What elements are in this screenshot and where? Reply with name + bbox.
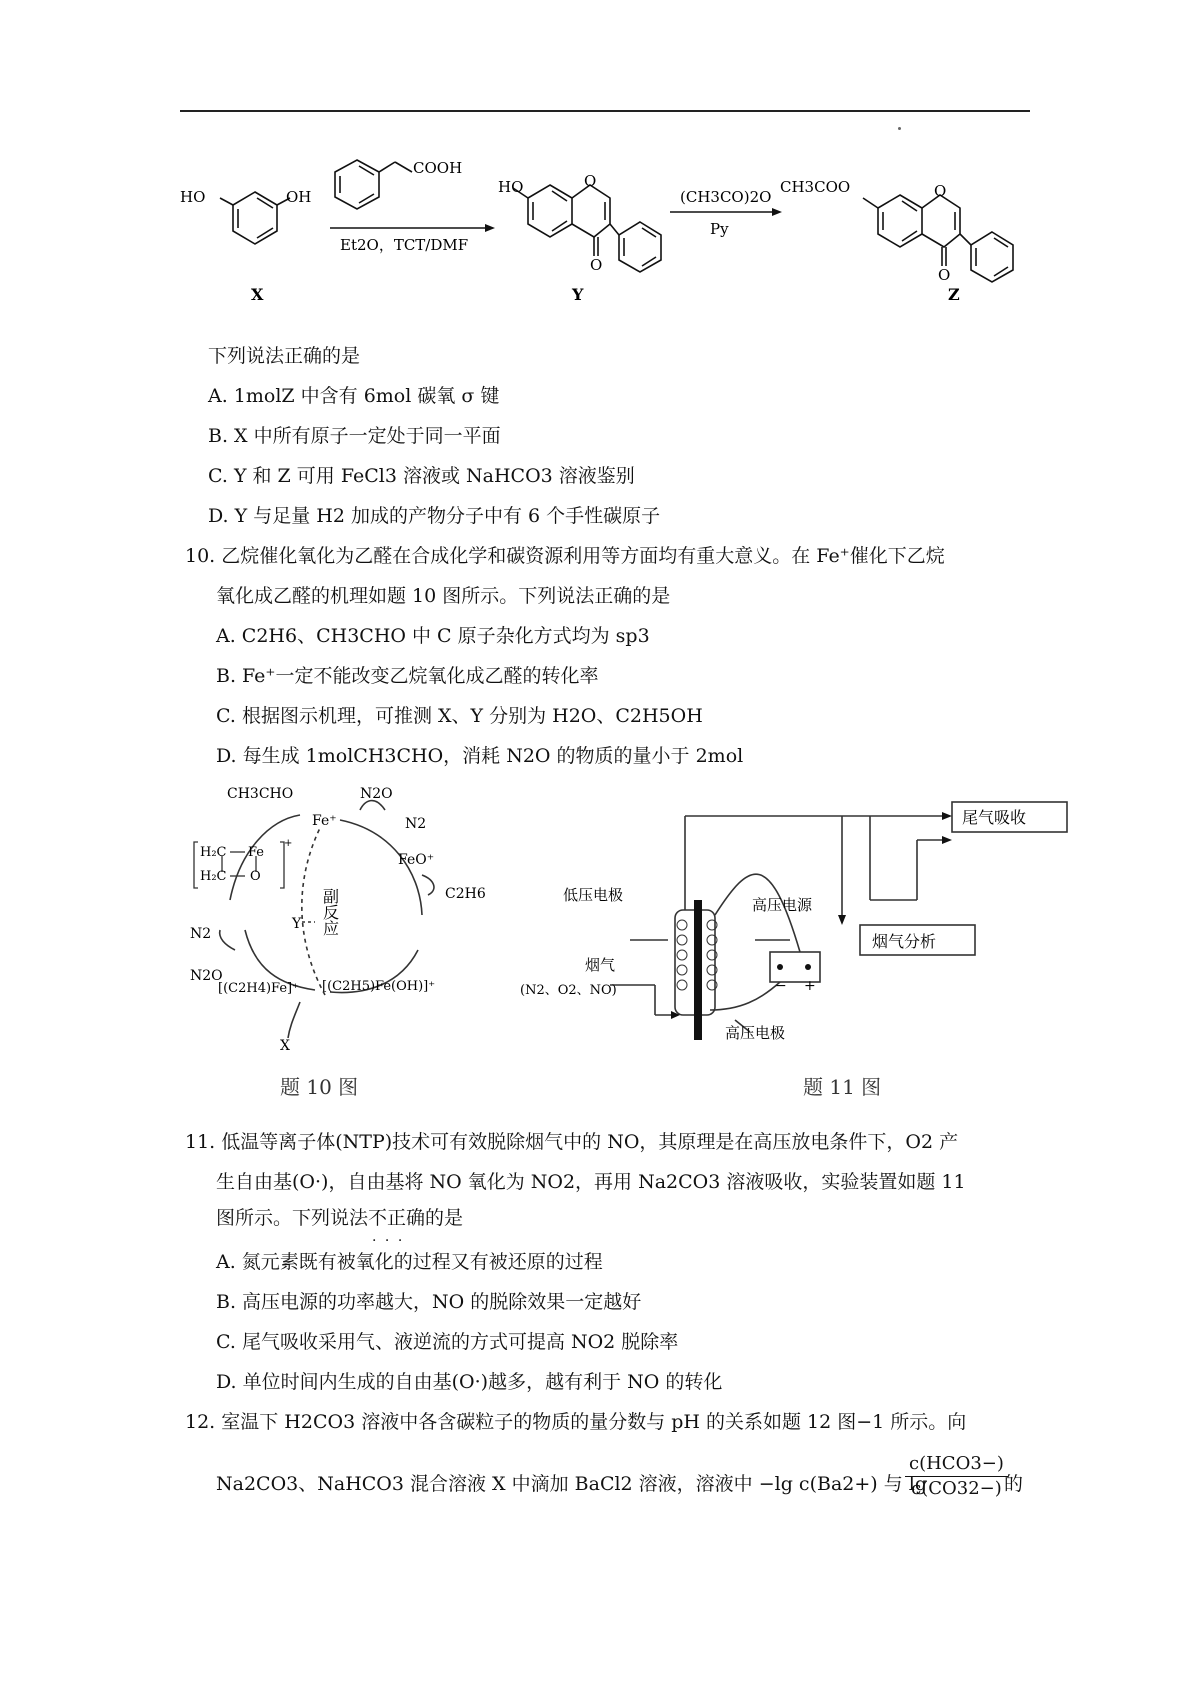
q11-line1: 11. 低温等离子体(NTP)技术可有效脱除烟气中的 NO，其原理是在高压放电条件下，O2 产 — [185, 1131, 959, 1153]
header-rule — [180, 110, 1030, 112]
fig11-flue-composition: (N2、O2、NO) — [520, 983, 617, 998]
q9-option-b: B. X 中所有原子一定处于同一平面 — [208, 425, 501, 447]
fig10-side-reaction: 副反应 — [320, 888, 340, 936]
reagent2-bottom: Py — [710, 220, 729, 238]
svg-text:H₂C: H₂C — [200, 869, 227, 884]
q11-line2: 生自由基(O·)，自由基将 NO 氧化为 NO2，再用 Na2CO3 溶液吸收，实验装置如题 11 — [216, 1171, 966, 1193]
q12-fraction-numerator: c(HCO3−) — [905, 1452, 1008, 1477]
fig11-hv-electrode: 高压电极 — [725, 1024, 786, 1040]
q10-line1: 10. 乙烷催化氧化为乙醛在合成化学和碳资源利用等方面均有重大意义。在 Fe⁺催化下乙烷 — [185, 545, 945, 567]
y-carbonyl-o: O — [590, 256, 603, 274]
reagent1-conditions: Et2O，TCT/DMF — [340, 236, 469, 254]
fig11-flue-analysis: 烟气分析 — [872, 932, 937, 951]
fig10-fe: Fe⁺ — [312, 813, 337, 829]
fig11-minus: − — [775, 978, 787, 994]
q10-line2: 氧化成乙醛的机理如题 10 图所示。下列说法正确的是 — [216, 585, 671, 607]
q10-option-b: B. Fe⁺一定不能改变乙烷氧化成乙醛的转化率 — [216, 665, 599, 687]
y-ring-o: O — [584, 172, 597, 190]
x-oh-right: OH — [286, 188, 312, 206]
q10-option-c: C. 根据图示机理，可推测 X、Y 分别为 H2O、C2H5OH — [216, 705, 703, 727]
fig11-plus: + — [804, 978, 816, 994]
q9-option-d: D. Y 与足量 H2 加成的产物分子中有 6 个手性碳原子 — [208, 505, 661, 527]
q11-option-d: D. 单位时间内生成的自由基(O·)越多，越有利于 NO 的转化 — [216, 1371, 723, 1393]
q9-stem: 下列说法正确的是 — [208, 345, 361, 367]
q10-option-a: A. C2H6、CH3CHO 中 C 原子杂化方式均为 sp3 — [216, 625, 650, 647]
q12-fraction-denominator: c(CO32−) — [911, 1478, 1002, 1499]
q11-option-b: B. 高压电源的功率越大，NO 的脱除效果一定越好 — [216, 1291, 642, 1313]
label-y: Y — [572, 285, 584, 304]
reaction-scheme — [180, 140, 1120, 320]
z-acetoxy: CH3COO — [780, 178, 851, 196]
fig10-n2-left: N2 — [190, 926, 212, 942]
fig10-ch3cho: CH3CHO — [227, 786, 294, 802]
label-x: X — [251, 285, 264, 304]
x-oh-left: HO — [180, 188, 206, 206]
z-ring-o: O — [934, 182, 947, 200]
label-z: Z — [948, 285, 960, 304]
q12-line2-end: 的 — [1004, 1473, 1024, 1495]
reagent2-top: (CH3CO)2O — [680, 188, 772, 206]
fig11-flue-gas: 烟气 — [585, 956, 616, 974]
fig10-feo: FeO⁺ — [398, 852, 435, 868]
fig10-n2-top: N2 — [405, 816, 427, 832]
fig10-mechanism — [190, 780, 490, 1050]
q10-option-d: D. 每生成 1molCH3CHO，消耗 N2O 的物质的量小于 2mol — [216, 745, 744, 767]
fig11-low-electrode: 低压电极 — [563, 886, 624, 904]
q9-option-a: A. 1molZ 中含有 6mol 碳氧 σ 键 — [208, 385, 500, 407]
scan-dot — [898, 127, 901, 130]
svg-text:H₂C: H₂C — [200, 845, 227, 860]
fig11-caption: 题 11 图 — [803, 1075, 882, 1099]
reagent-cooh: COOH — [413, 159, 463, 177]
q11-emphasis: 不正确 · · · — [368, 1207, 425, 1229]
q9-option-c: C. Y 和 Z 可用 FeCl3 溶液或 NaHCO3 溶液鉴别 — [208, 465, 635, 487]
fig10-c2h4fe: [(C2H4)Fe]⁺ — [218, 981, 299, 996]
y-ho: HO — [498, 178, 524, 196]
fig10-n2o-top: N2O — [360, 786, 393, 802]
fig11-apparatus — [520, 800, 1080, 1040]
fig11-tail-gas: 尾气吸收 — [962, 808, 1027, 827]
fig10-caption: 题 10 图 — [280, 1075, 359, 1099]
fig10-x: X — [280, 1038, 290, 1050]
q11-line3: 图所示。下列说法不正确 · · ·的是 — [216, 1206, 463, 1230]
fig10-y: Y — [292, 916, 302, 932]
fig10-c2h6: C2H6 — [445, 886, 486, 902]
q12-line1: 12. 室温下 H2CO3 溶液中各含碳粒子的物质的量分数与 pH 的关系如题 12 图−1 所示。向 — [185, 1411, 967, 1433]
fig11-hv-source: 高压电源 — [752, 896, 813, 914]
fig10-n2o-left: N2O — [190, 968, 223, 984]
q11-option-c: C. 尾气吸收采用气、液逆流的方式可提高 NO2 脱除率 — [216, 1331, 679, 1353]
fig10-c2h5feoh: [(C2H5)Fe(OH)]⁺ — [322, 979, 436, 994]
svg-text:+: + — [284, 838, 293, 849]
q12-fraction — [905, 1452, 1008, 1501]
q11-option-a: A. 氮元素既有被氧化的过程又有被还原的过程 — [216, 1251, 603, 1273]
z-carbonyl-o: O — [938, 266, 951, 284]
q12-line2: Na2CO3、NaHCO3 混合溶液 X 中滴加 BaCl2 溶液，溶液中 −lg c(Ba2+) 与 lg — [216, 1473, 928, 1495]
svg-text:O: O — [250, 869, 261, 884]
svg-text:Fe: Fe — [248, 845, 265, 860]
